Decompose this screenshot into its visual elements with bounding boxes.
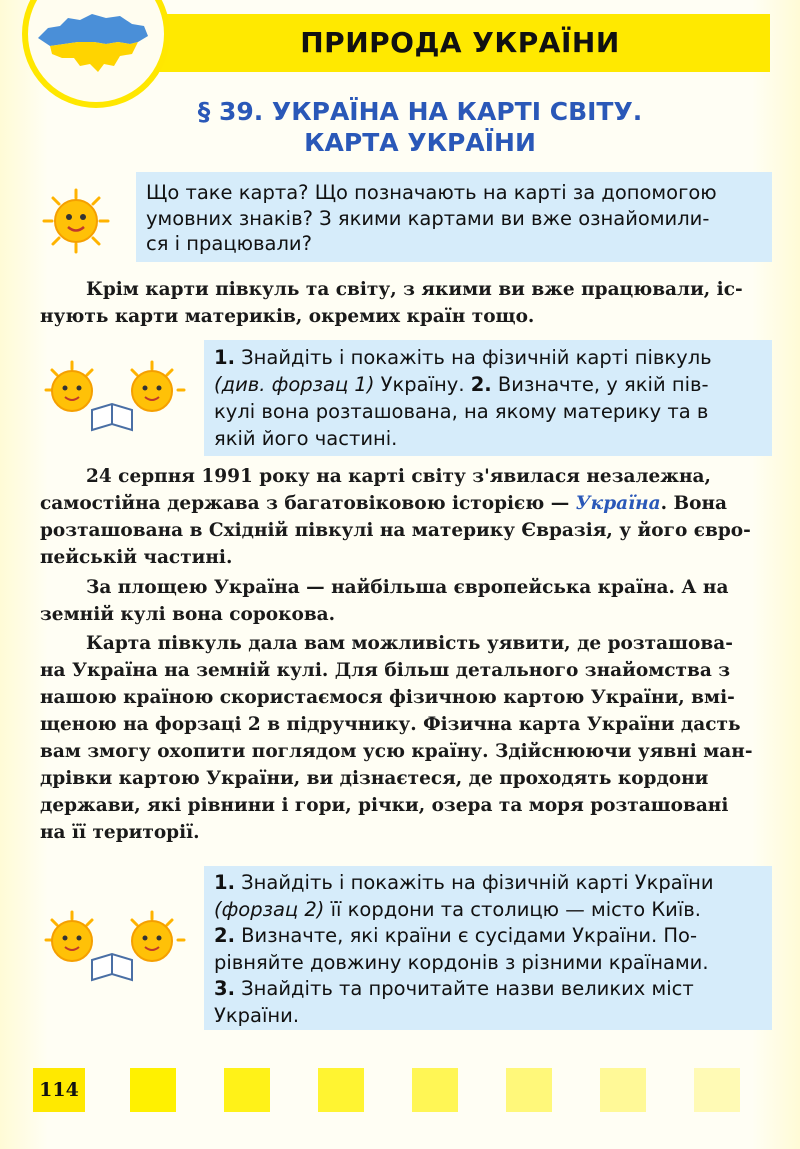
paragraph [40,630,772,846]
section-title-line-1: § 39. УКРАЇНА НА КАРТІ СВІТУ. [197,97,643,126]
text-line: держави, які рівнини і гори, річки, озера та моря розташовані [40,795,729,816]
section-title [100,96,740,158]
task-number: 2. [214,924,235,947]
text-line: Крім карти півкуль та світу, з якими ви вже працювали, іс- [86,279,743,300]
task-line: рівняйте довжину кордонів з різними країнами. [214,950,709,974]
text-line: на її території. [40,822,200,843]
text-line: 24 серпня 1991 року на карті світу з'явилася незалежна, [86,466,711,487]
text-line [40,490,772,517]
text-line: За площею Україна — найбільша європейська країна. А на [86,577,729,598]
decor-square [600,1068,646,1112]
task-line [214,897,766,924]
text-span: самостійна держава з багатовіковою історією — [40,493,576,514]
task-text: Україну. [374,373,471,396]
task-text: Знайдіть і покажіть на фізичній карті півкуль [234,346,712,369]
question-line: умовних знаків? З якими картами ви вже ознайомили- [146,206,710,230]
decor-square [130,1068,176,1112]
paragraph [40,574,772,628]
question-line: ся і працювали? [146,232,312,255]
decor-square [506,1068,552,1112]
question-text [146,180,766,257]
text-line: нують карти материків, окремих країн тощо. [40,306,535,327]
task-line [214,371,766,398]
task-1-text [214,344,766,452]
text-line: нашою країною скористаємося фізичною картою України, вмі- [40,687,735,708]
text-line: на Україна на земній кулі. Для більш детального знайомства з [40,660,731,681]
highlighted-term: Україна [575,493,661,514]
task-line: кулі вона розташована, на якому материку та в [214,400,709,423]
task-reference: (див. форзац 1) [214,373,375,396]
task-number: 1. [214,871,235,894]
task-number: 1. [214,346,235,369]
chapter-title: ПРИРОДА УКРАЇНИ [300,26,620,59]
decor-square [318,1068,364,1112]
task-text: її кордони та столицю — місто Київ. [324,897,701,921]
text-line: пейській частині. [40,547,233,568]
task-text: Знайдіть та прочитайте назви великих міст [234,977,694,1000]
task-line [214,344,766,371]
task-number: 2. [470,373,492,396]
page-number: 114 [39,1079,79,1101]
section-title-line-2: КАРТА УКРАЇНИ [304,128,536,157]
task-line [214,923,766,950]
paragraph [40,276,772,330]
decor-square [412,1068,458,1112]
text-line: дрівки картою України, ви дізнаєтеся, де проходять кордони [40,768,709,789]
task-reference: (форзац 2) [214,897,325,921]
two-suns-with-book-icon [40,360,190,434]
task-text: Визначте, які країни є сусідами України. По- [234,924,698,947]
paragraph [40,463,772,571]
task-line [214,870,766,897]
text-line: розташована в Східній півкулі на материку Євразія, у його євро- [40,520,751,541]
question-line: Що таке карта? Що позначають на карті за допомогою [146,181,717,204]
task-line: якій його частині. [214,427,398,450]
task-text: Визначте, у якій пів- [491,373,709,396]
task-2-text [214,870,766,1029]
task-text: Знайдіть і покажіть на фізичній карті України [234,871,714,894]
text-line: щеною на форзаці 2 в підручнику. Фізична карта України дасть [40,714,741,735]
text-line: Карта півкуль дала вам можливість уявити, де розташова- [86,633,733,654]
text-span: . Вона [660,493,728,514]
task-number: 3. [214,977,235,1000]
two-suns-with-book-icon [40,910,190,984]
sun-mascot-icon [40,188,114,254]
text-line: вам змогу охопити поглядом усю країну. Здійснюючи уявні ман- [40,741,753,762]
task-line [214,976,766,1003]
decor-square [224,1068,270,1112]
ukraine-map-icon [34,8,152,78]
decor-square [694,1068,740,1112]
text-line: земній кулі вона сорокова. [40,604,336,625]
task-line: України. [214,1003,300,1027]
